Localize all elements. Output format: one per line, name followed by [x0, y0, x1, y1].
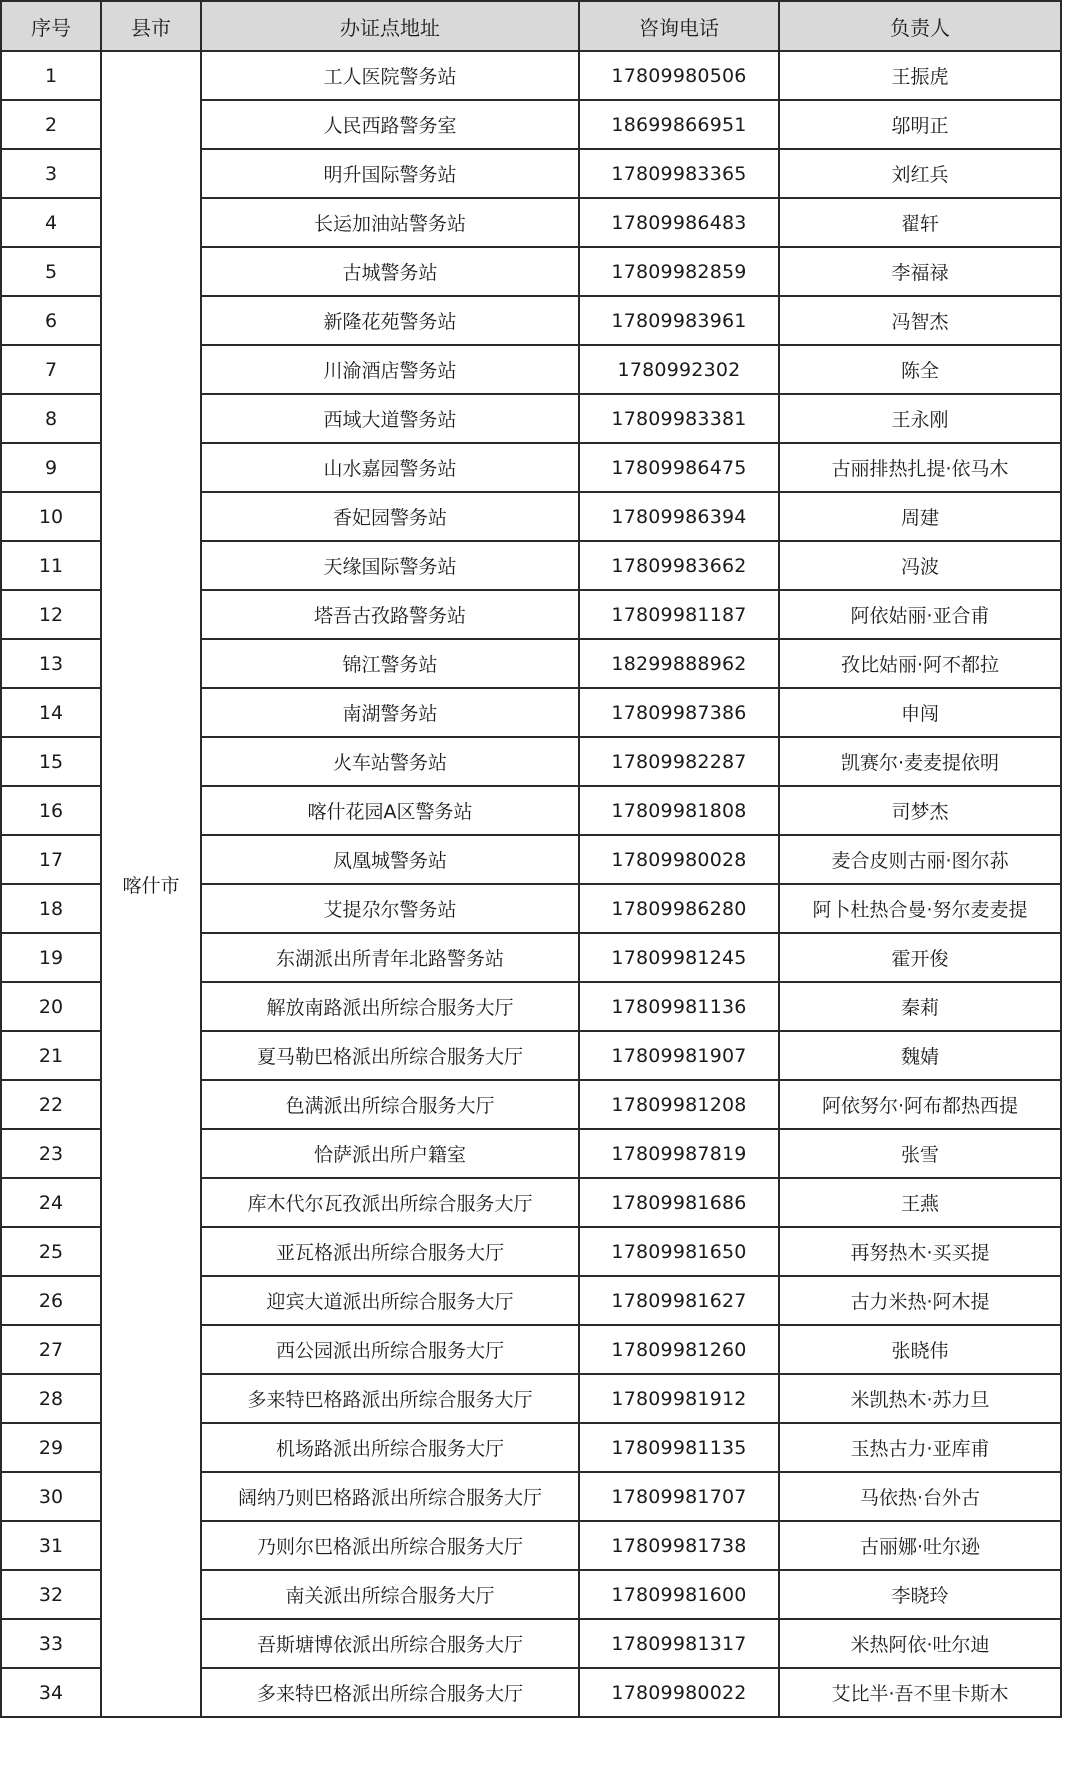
- phone-cell: 17809981686: [579, 1178, 779, 1227]
- row-number: 30: [1, 1472, 101, 1521]
- owner-cell: 古力米热·阿木提: [779, 1276, 1061, 1325]
- phone-cell: 17809981707: [579, 1472, 779, 1521]
- address-cell: 南湖警务站: [201, 688, 579, 737]
- phone-cell: 17809981260: [579, 1325, 779, 1374]
- address-cell: 火车站警务站: [201, 737, 579, 786]
- owner-cell: 翟轩: [779, 198, 1061, 247]
- row-number: 25: [1, 1227, 101, 1276]
- row-number: 3: [1, 149, 101, 198]
- phone-cell: 17809981600: [579, 1570, 779, 1619]
- address-cell: 亚瓦格派出所综合服务大厅: [201, 1227, 579, 1276]
- row-number: 31: [1, 1521, 101, 1570]
- phone-cell: 17809981912: [579, 1374, 779, 1423]
- row-number: 1: [1, 51, 101, 100]
- owner-cell: 凯赛尔·麦麦提依明: [779, 737, 1061, 786]
- address-cell: 吾斯塘博依派出所综合服务大厅: [201, 1619, 579, 1668]
- phone-cell: 17809982859: [579, 247, 779, 296]
- address-cell: 长运加油站警务站: [201, 198, 579, 247]
- owner-cell: 王永刚: [779, 394, 1061, 443]
- city-cell: 喀什市: [101, 51, 201, 1717]
- owner-cell: 王振虎: [779, 51, 1061, 100]
- header-phone: 咨询电话: [579, 1, 779, 51]
- row-number: 11: [1, 541, 101, 590]
- address-cell: 阔纳乃则巴格路派出所综合服务大厅: [201, 1472, 579, 1521]
- phone-cell: 17809987819: [579, 1129, 779, 1178]
- address-cell: 山水嘉园警务站: [201, 443, 579, 492]
- owner-cell: 冯波: [779, 541, 1061, 590]
- phone-cell: 18299888962: [579, 639, 779, 688]
- owner-cell: 张晓伟: [779, 1325, 1061, 1374]
- owner-cell: 马依热·台外古: [779, 1472, 1061, 1521]
- phone-cell: 18699866951: [579, 100, 779, 149]
- phone-cell: 17809980022: [579, 1668, 779, 1717]
- address-cell: 塔吾古孜路警务站: [201, 590, 579, 639]
- owner-cell: 申闯: [779, 688, 1061, 737]
- phone-cell: 17809981208: [579, 1080, 779, 1129]
- owner-cell: 麦合皮则古丽·图尔荪: [779, 835, 1061, 884]
- phone-cell: 17809983662: [579, 541, 779, 590]
- phone-cell: 17809986483: [579, 198, 779, 247]
- address-cell: 川渝酒店警务站: [201, 345, 579, 394]
- header-city: 县市: [101, 1, 201, 51]
- phone-cell: 17809981738: [579, 1521, 779, 1570]
- phone-cell: 17809981135: [579, 1423, 779, 1472]
- phone-cell: 17809982287: [579, 737, 779, 786]
- owner-cell: 司梦杰: [779, 786, 1061, 835]
- address-cell: 解放南路派出所综合服务大厅: [201, 982, 579, 1031]
- row-number: 21: [1, 1031, 101, 1080]
- address-cell: 乃则尔巴格派出所综合服务大厅: [201, 1521, 579, 1570]
- address-cell: 艾提尕尔警务站: [201, 884, 579, 933]
- address-cell: 夏马勒巴格派出所综合服务大厅: [201, 1031, 579, 1080]
- address-cell: 明升国际警务站: [201, 149, 579, 198]
- address-cell: 新隆花苑警务站: [201, 296, 579, 345]
- owner-cell: 艾比半·吾不里卡斯木: [779, 1668, 1061, 1717]
- phone-cell: 17809980506: [579, 51, 779, 100]
- address-cell: 喀什花园A区警务站: [201, 786, 579, 835]
- address-cell: 机场路派出所综合服务大厅: [201, 1423, 579, 1472]
- row-number: 20: [1, 982, 101, 1031]
- phone-cell: 17809980028: [579, 835, 779, 884]
- address-cell: 多来特巴格路派出所综合服务大厅: [201, 1374, 579, 1423]
- owner-cell: 王燕: [779, 1178, 1061, 1227]
- owner-cell: 孜比姑丽·阿不都拉: [779, 639, 1061, 688]
- address-cell: 锦江警务站: [201, 639, 579, 688]
- owner-cell: 古丽娜·吐尔逊: [779, 1521, 1061, 1570]
- address-cell: 西公园派出所综合服务大厅: [201, 1325, 579, 1374]
- row-number: 32: [1, 1570, 101, 1619]
- phone-cell: 17809981136: [579, 982, 779, 1031]
- row-number: 14: [1, 688, 101, 737]
- row-number: 24: [1, 1178, 101, 1227]
- phone-cell: 17809983961: [579, 296, 779, 345]
- owner-cell: 陈全: [779, 345, 1061, 394]
- owner-cell: 刘红兵: [779, 149, 1061, 198]
- address-cell: 东湖派出所青年北路警务站: [201, 933, 579, 982]
- phone-cell: 17809981650: [579, 1227, 779, 1276]
- address-cell: 恰萨派出所户籍室: [201, 1129, 579, 1178]
- phone-cell: 1780992302: [579, 345, 779, 394]
- row-number: 19: [1, 933, 101, 982]
- row-number: 23: [1, 1129, 101, 1178]
- phone-cell: 17809986475: [579, 443, 779, 492]
- owner-cell: 米凯热木·苏力旦: [779, 1374, 1061, 1423]
- row-number: 5: [1, 247, 101, 296]
- phone-cell: 17809986394: [579, 492, 779, 541]
- row-number: 26: [1, 1276, 101, 1325]
- row-number: 28: [1, 1374, 101, 1423]
- address-cell: 多来特巴格派出所综合服务大厅: [201, 1668, 579, 1717]
- header-no: 序号: [1, 1, 101, 51]
- row-number: 15: [1, 737, 101, 786]
- owner-cell: 李晓玲: [779, 1570, 1061, 1619]
- address-cell: 西域大道警务站: [201, 394, 579, 443]
- phone-cell: 17809981317: [579, 1619, 779, 1668]
- row-number: 4: [1, 198, 101, 247]
- header-address: 办证点地址: [201, 1, 579, 51]
- row-number: 18: [1, 884, 101, 933]
- row-number: 16: [1, 786, 101, 835]
- owner-cell: 张雪: [779, 1129, 1061, 1178]
- address-cell: 库木代尔瓦孜派出所综合服务大厅: [201, 1178, 579, 1227]
- address-cell: 人民西路警务室: [201, 100, 579, 149]
- address-cell: 古城警务站: [201, 247, 579, 296]
- phone-cell: 17809983365: [579, 149, 779, 198]
- row-number: 13: [1, 639, 101, 688]
- owner-cell: 李福禄: [779, 247, 1061, 296]
- owner-cell: 霍开俊: [779, 933, 1061, 982]
- table-header: [1, 1, 1061, 51]
- owner-cell: 周建: [779, 492, 1061, 541]
- owner-cell: 阿依努尔·阿布都热西提: [779, 1080, 1061, 1129]
- row-number: 33: [1, 1619, 101, 1668]
- phone-cell: 17809987386: [579, 688, 779, 737]
- header-owner: 负责人: [779, 1, 1061, 51]
- row-number: 10: [1, 492, 101, 541]
- table-row: [1, 51, 1061, 100]
- owner-cell: 邬明正: [779, 100, 1061, 149]
- row-number: 8: [1, 394, 101, 443]
- address-cell: 凤凰城警务站: [201, 835, 579, 884]
- address-cell: 工人医院警务站: [201, 51, 579, 100]
- row-number: 29: [1, 1423, 101, 1472]
- address-cell: 香妃园警务站: [201, 492, 579, 541]
- address-cell: 南关派出所综合服务大厅: [201, 1570, 579, 1619]
- owner-cell: 秦莉: [779, 982, 1061, 1031]
- row-number: 12: [1, 590, 101, 639]
- address-cell: 迎宾大道派出所综合服务大厅: [201, 1276, 579, 1325]
- address-cell: 色满派出所综合服务大厅: [201, 1080, 579, 1129]
- owner-cell: 古丽排热扎提·依马木: [779, 443, 1061, 492]
- owner-cell: 冯智杰: [779, 296, 1061, 345]
- owner-cell: 米热阿依·吐尔迪: [779, 1619, 1061, 1668]
- phone-cell: 17809981627: [579, 1276, 779, 1325]
- owner-cell: 魏婧: [779, 1031, 1061, 1080]
- phone-cell: 17809981907: [579, 1031, 779, 1080]
- row-number: 27: [1, 1325, 101, 1374]
- owner-cell: 阿依姑丽·亚合甫: [779, 590, 1061, 639]
- phone-cell: 17809981808: [579, 786, 779, 835]
- row-number: 2: [1, 100, 101, 149]
- owner-cell: 玉热古力·亚库甫: [779, 1423, 1061, 1472]
- row-number: 34: [1, 1668, 101, 1717]
- row-number: 6: [1, 296, 101, 345]
- header-row: [1, 1, 1061, 51]
- address-cell: 天缘国际警务站: [201, 541, 579, 590]
- table-body: [1, 51, 1061, 1717]
- row-number: 9: [1, 443, 101, 492]
- phone-cell: 17809981187: [579, 590, 779, 639]
- row-number: 17: [1, 835, 101, 884]
- phone-cell: 17809986280: [579, 884, 779, 933]
- row-number: 22: [1, 1080, 101, 1129]
- phone-cell: 17809983381: [579, 394, 779, 443]
- phone-cell: 17809981245: [579, 933, 779, 982]
- owner-cell: 再努热木·买买提: [779, 1227, 1061, 1276]
- owner-cell: 阿卜杜热合曼·努尔麦麦提: [779, 884, 1061, 933]
- row-number: 7: [1, 345, 101, 394]
